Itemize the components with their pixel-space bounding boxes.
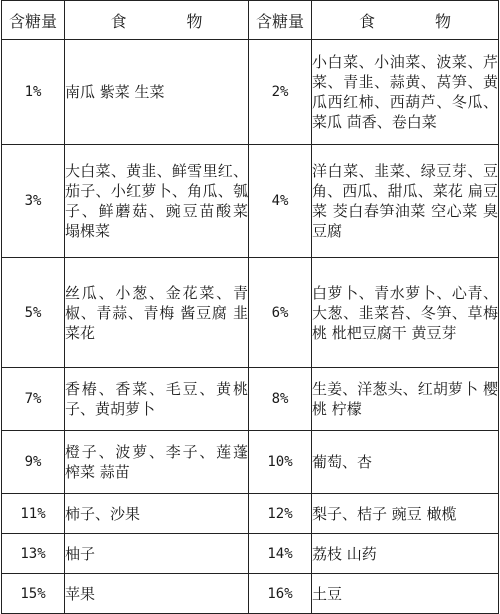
sugar-percent: 11% (2, 494, 65, 534)
sugar-percent: 1% (2, 40, 65, 145)
food-list: 柿子、沙果 (65, 494, 249, 534)
header-sugar-content: 含糖量 (2, 1, 65, 40)
sugar-content-table (1, 0, 499, 614)
food-list: 生姜、洋葱头、红胡萝卜 樱桃 柠檬 (312, 368, 499, 431)
sugar-percent: 8% (249, 368, 312, 431)
food-list: 柚子 (65, 534, 249, 574)
food-list: 丝瓜、小葱、金花菜、青椒、青蒜、青梅 酱豆腐 韭菜花 (65, 258, 249, 368)
sugar-percent: 13% (2, 534, 65, 574)
sugar-percent: 12% (249, 494, 312, 534)
food-list: 梨子、桔子 豌豆 橄榄 (312, 494, 499, 534)
food-list: 荔枝 山药 (312, 534, 499, 574)
food-list: 大白菜、黄韭、鲜雪里红、茄子、小红萝卜、角瓜、瓠子、鲜蘑菇、豌豆苗酸菜 塌棵菜 (65, 145, 249, 258)
header-row (2, 1, 499, 40)
header-food: 食 物 (312, 1, 499, 40)
sugar-percent: 5% (2, 258, 65, 368)
food-list: 白萝卜、青水萝卜、心青、大葱、韭菜苔、冬笋、草梅 桃 枇杷豆腐干 黄豆芽 (312, 258, 499, 368)
sugar-percent: 4% (249, 145, 312, 258)
table-row (2, 368, 499, 431)
sugar-percent: 14% (249, 534, 312, 574)
food-list: 苹果 (65, 574, 249, 614)
sugar-percent: 9% (2, 431, 65, 494)
table-row (2, 145, 499, 258)
sugar-percent: 16% (249, 574, 312, 614)
food-list: 橙子、波萝、李子、莲蓬 榨菜 蒜苗 (65, 431, 249, 494)
food-list: 洋白菜、韭菜、绿豆芽、豆角、西瓜、甜瓜、菜花 扁豆菜 茭白春笋油菜 空心菜 臭豆腐 (312, 145, 499, 258)
sugar-percent: 7% (2, 368, 65, 431)
table-row (2, 494, 499, 534)
sugar-percent: 15% (2, 574, 65, 614)
table-row (2, 258, 499, 368)
table-row (2, 534, 499, 574)
food-list: 小白菜、小油菜、波菜、芹菜、青韭、蒜黄、莴笋、黄瓜西红柿、西葫芦、冬瓜、菜瓜 茴香、卷白菜 (312, 40, 499, 145)
sugar-percent: 3% (2, 145, 65, 258)
sugar-percent: 6% (249, 258, 312, 368)
header-sugar-content: 含糖量 (249, 1, 312, 40)
sugar-percent: 10% (249, 431, 312, 494)
food-list: 土豆 (312, 574, 499, 614)
header-food: 食 物 (65, 1, 249, 40)
table-row (2, 574, 499, 614)
food-list: 葡萄、杏 (312, 431, 499, 494)
table-row (2, 40, 499, 145)
table-row (2, 431, 499, 494)
sugar-percent: 2% (249, 40, 312, 145)
food-list: 香椿、香菜、毛豆、黄桃子、黄胡萝卜 (65, 368, 249, 431)
food-list: 南瓜 紫菜 生菜 (65, 40, 249, 145)
